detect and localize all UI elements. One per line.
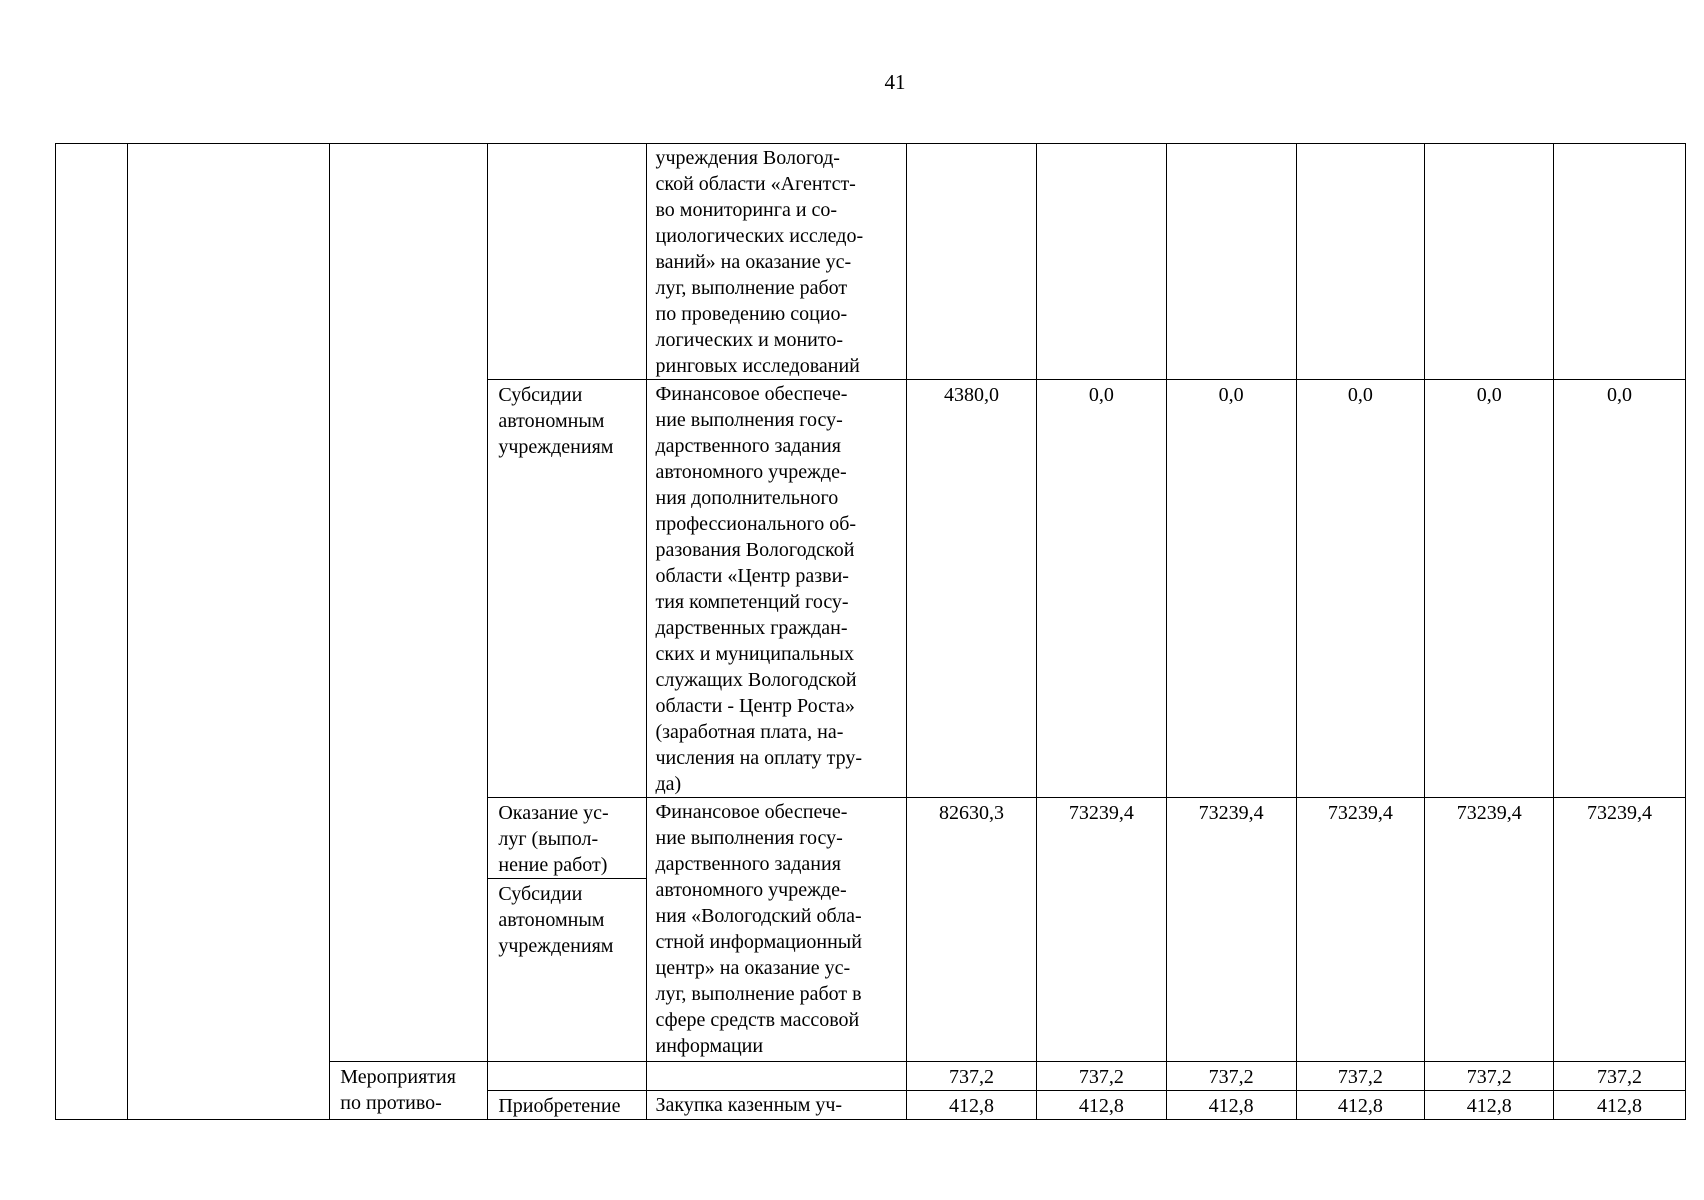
cell-value-5 — [1425, 144, 1554, 380]
cell-text-line: во мониторинга и со- — [655, 199, 838, 221]
cell-value-3: 737,2 — [1166, 1062, 1296, 1091]
cell-program — [128, 144, 330, 1120]
cell-value-6: 737,2 — [1554, 1062, 1686, 1091]
cell-text-line: числения на оплату тру- — [655, 747, 863, 769]
cell-text-line: информации — [655, 1035, 764, 1057]
cell-text-line: луг (выпол- — [498, 828, 599, 850]
cell-value-4 — [1296, 144, 1425, 380]
cell-value-1 — [907, 144, 1037, 380]
cell-value-3: 412,8 — [1166, 1091, 1296, 1120]
cell-text-line: ния дополнительного — [655, 487, 839, 509]
cell-text-line: Субсидии — [498, 384, 583, 406]
cell-expense-type — [488, 879, 647, 1062]
page-number: 41 — [884, 70, 906, 94]
cell-description — [647, 144, 907, 380]
budget-table — [55, 143, 1686, 1120]
cell-value-2: 0,0 — [1036, 380, 1166, 798]
cell-text-line: да) — [655, 773, 682, 795]
cell-value-5: 0,0 — [1425, 380, 1554, 798]
cell-expense-type — [488, 380, 647, 798]
cell-text-line: Финансовое обеспече- — [655, 383, 848, 405]
cell-text-line: ния «Вологодский обла- — [655, 905, 862, 927]
cell-text-line: луг, выполнение работ в — [655, 983, 862, 1005]
cell-text-line: Субсидии — [498, 883, 583, 905]
cell-text-line: дарственного задания — [655, 853, 841, 875]
cell-text-line: области «Центр разви- — [655, 565, 849, 587]
cell-value-2: 73239,4 — [1036, 798, 1166, 1062]
cell-value-4: 412,8 — [1296, 1091, 1425, 1120]
cell-value-1: 82630,3 — [907, 798, 1037, 1062]
cell-description — [647, 798, 907, 1062]
cell-text-line: Мероприятия — [340, 1066, 456, 1088]
cell-text-line: (заработная плата, на- — [655, 721, 844, 743]
cell-text-line: ской области «Агентст- — [655, 173, 856, 195]
cell-text-line: автономного учрежде- — [655, 461, 847, 483]
cell-value-6: 0,0 — [1554, 380, 1686, 798]
cell-text-line: дарственного задания — [655, 435, 841, 457]
cell-text-line: автономным — [498, 909, 605, 931]
cell-text-line: сфере средств массовой — [655, 1009, 860, 1031]
cell-number — [56, 144, 128, 1120]
cell-text-line: ние выполнения госу- — [655, 827, 843, 849]
cell-value-2: 412,8 — [1036, 1091, 1166, 1120]
cell-text-line: по проведению социо- — [655, 303, 848, 325]
cell-text-line: ских и муниципальных — [655, 643, 854, 665]
table-row — [56, 144, 1686, 380]
cell-activity — [330, 1062, 488, 1120]
cell-text-line: учреждениям — [498, 935, 614, 957]
cell-text-line: Закупка казенным уч- — [655, 1094, 843, 1116]
cell-value-6: 412,8 — [1554, 1091, 1686, 1120]
cell-value-3: 73239,4 — [1166, 798, 1296, 1062]
cell-value-1: 4380,0 — [907, 380, 1037, 798]
cell-value-2: 737,2 — [1036, 1062, 1166, 1091]
cell-value-3: 0,0 — [1166, 380, 1296, 798]
cell-expense-type — [488, 798, 647, 879]
cell-value-1: 737,2 — [907, 1062, 1037, 1091]
cell-value-4: 737,2 — [1296, 1062, 1425, 1091]
cell-text-line: ние выполнения госу- — [655, 409, 843, 431]
cell-text-line: стной информационный — [655, 931, 862, 953]
cell-description — [647, 380, 907, 798]
cell-value-5: 737,2 — [1425, 1062, 1554, 1091]
cell-text-line: автономного учрежде- — [655, 879, 847, 901]
cell-text-line: служащих Вологодской — [655, 669, 857, 691]
cell-text-line: центр» на оказание ус- — [655, 957, 851, 979]
cell-expense-type — [488, 1062, 647, 1091]
cell-text-line: ринговых исследований — [655, 355, 860, 377]
cell-text-line: учреждениям — [498, 436, 614, 458]
cell-activity — [330, 144, 488, 1062]
cell-text-line: логических и монито- — [655, 329, 844, 351]
cell-value-5: 412,8 — [1425, 1091, 1554, 1120]
cell-value-5: 73239,4 — [1425, 798, 1554, 1062]
cell-text-line: профессионального об- — [655, 513, 857, 535]
cell-value-6 — [1554, 144, 1686, 380]
cell-value-6: 73239,4 — [1554, 798, 1686, 1062]
cell-value-4: 73239,4 — [1296, 798, 1425, 1062]
cell-text-line: разования Вологодской — [655, 539, 855, 561]
cell-text-line: по противо- — [340, 1092, 442, 1114]
cell-text-line: автономным — [498, 410, 605, 432]
cell-text-line: учреждения Вологод- — [655, 147, 840, 169]
cell-text-line: дарственных граждан- — [655, 617, 848, 639]
cell-value-2 — [1036, 144, 1166, 380]
cell-value-3 — [1166, 144, 1296, 380]
cell-text-line: Оказание ус- — [498, 802, 609, 824]
cell-expense-type — [488, 1091, 647, 1120]
cell-text-line: области - Центр Роста» — [655, 695, 855, 717]
cell-text-line: Приобретение — [498, 1095, 621, 1117]
cell-expense-type — [488, 144, 647, 380]
cell-text-line: циологических исследо- — [655, 225, 864, 247]
cell-description — [647, 1091, 907, 1120]
cell-description — [647, 1062, 907, 1091]
cell-text-line: луг, выполнение работ — [655, 277, 848, 299]
cell-text-line: ваний» на оказание ус- — [655, 251, 852, 273]
cell-text-line: Финансовое обеспече- — [655, 801, 848, 823]
cell-value-4: 0,0 — [1296, 380, 1425, 798]
cell-text-line: тия компетенций госу- — [655, 591, 849, 613]
cell-text-line: нение работ) — [498, 854, 608, 876]
cell-value-1: 412,8 — [907, 1091, 1037, 1120]
